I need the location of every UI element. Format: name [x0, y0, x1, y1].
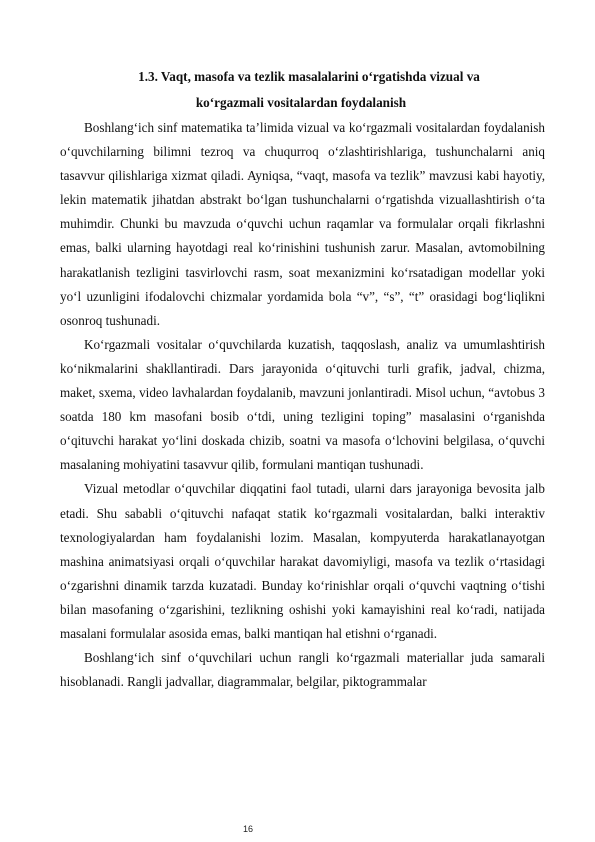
paragraph-3: Vizual metodlar o‘quvchilar diqqatini faol tutadi, ularni dars jarayoniga bevosita jalb etadi. Shu sababli o‘qituvchi nafaqat statik ko‘rgazmali vositalardan, balki interaktiv texnologiyalardan ham foydalanishi lozim. Masalan, kompyuterda harakatlanayotgan mashina animatsiyasi orqali o‘quvchilar harakat davomiyligi, masofa va tezlik o‘rtasidagi o‘zgarishni dinamik tarzda kuzatadi. Bunday ko‘rinishlar orqali o‘quvchi vaqtning o‘tishi bilan masofaning o‘zgarishini, tezlikning oshishi yoki kamayishini real ko‘radi, natijada masalani formulalar asosida emas, balki mantiqan hal etishni o‘rganadi.	[60, 481, 545, 641]
section-heading	[60, 64, 540, 116]
paragraph-4: Boshlang‘ich sinf o‘quvchilari uchun rangli ko‘rgazmali materiallar juda samarali hisoblanadi. Rangli jadvallar, diagrammalar, belgilar, piktogrammalar	[60, 650, 545, 690]
paragraph-2: Ko‘rgazmali vositalar o‘quvchilarda kuzatish, taqqoslash, analiz va umumlashtirish ko‘nikmalarini shakllantiradi. Dars jarayonida o‘qituvchi turli grafik, jadval, chizma, maket, sxema, video lavhalardan foydalanib, mavzuni jonlantiradi. Misol uchun, “avtobus 3 soatda 180 km masofani bosib o‘tdi, uning tezligini toping” masalasini o‘rganishda o‘qituvchi harakat yo‘lini doskada chizib, soatni va masofa o‘lchovini belgilasa, o‘quvchi masalaning mohiyatini tasavvur qilib, formulani mantiqan tushunadi.	[60, 336, 545, 473]
section-heading-line-1: 1.3. Vaqt, masofa va tezlik masalalarini o‘rgatishda vizual va	[138, 69, 480, 84]
section-heading-line-2: ko‘rgazmali vositalardan foydalanish	[195, 95, 407, 110]
paragraph-1: Boshlang‘ich sinf matematika ta’limida vizual va ko‘rgazmali vositalardan foydalanish o‘quvchilarning bilimni tezroq va chuqurroq o‘zlashtirishlariga, tushunchalarni aniq tasavvur qilishlariga xizmat qiladi. Ayniqsa, “vaqt, masofa va tezlik” mavzusi kabi hayotiy, lekin matematik jihatdan abstrakt bo‘lgan tushunchalarni o‘rgatishda vizuallashtirish o‘ta muhimdir. Chunki bu mavzuda o‘quvchi uchun raqamlar va formulalar orqali fikrlashni emas, balki ularning hayotdagi real ko‘rinishini tushunish zarur. Masalan, avtomobilning harakatlanish tezligini tasvirlovchi rasm, soat mexanizmini ko‘rsatadigan modellar yoki yo‘l uzunligini ifodalovchi chizmalar yordamida bola “v”, “s”, “t” orasidagi bog‘liqlikni osonroq tushunadi.	[60, 120, 545, 328]
body-text	[60, 116, 545, 694]
page-number: 16	[243, 824, 254, 834]
